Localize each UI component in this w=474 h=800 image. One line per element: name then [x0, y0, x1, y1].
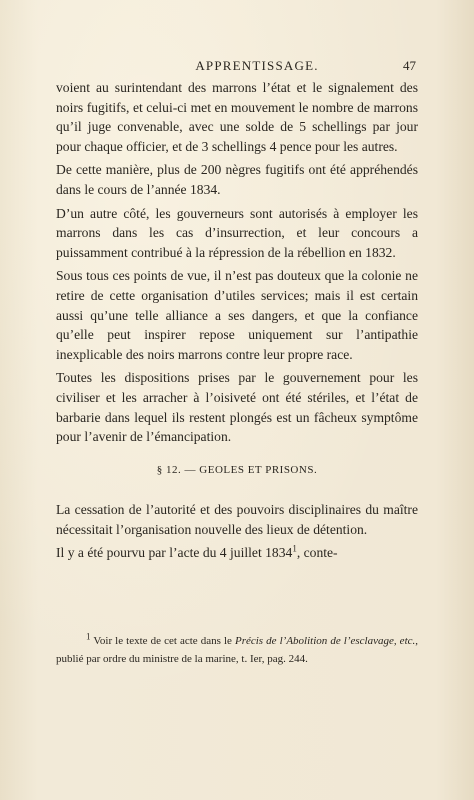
paragraph-1: voient au surintendant des marrons l’état et le signalement des noirs fugitifs, et celui-ci met en mouvement le nombre de marrons qu’il juge convenable, avec une solde de 5 schellings par jour pour chaque officier, et de 3 schellings 4 pence pour les autres. [56, 80, 418, 154]
footnote [56, 632, 418, 668]
footnote-marker: 1 [86, 631, 91, 642]
footnote-text-end: , publié par ordre du ministre de la marine, t. Ier, pag. 244. [56, 635, 419, 665]
section-heading: § 12. — GEOLES ET PRISONS. [156, 463, 318, 476]
last-paragraph-tail: , conte- [296, 545, 338, 561]
last-paragraph [56, 543, 418, 563]
paragraph-2: De cette manière, plus de 200 nègres fugitifs ont été appréhendés dans le cours de l’année 1834. [56, 162, 418, 197]
last-paragraph-text: Il y a été pourvu par l’acte du 4 juillet 1834 [56, 545, 293, 561]
page-number: 47 [403, 58, 416, 73]
paragraph-3: D’un autre côté, les gouverneurs sont autorisés à employer les marrons dans les cas d’insurrection, et leur concours a puissamment contribué à la répression de la rébellion en 1832. [56, 205, 418, 260]
section-paragraph-1: La cessation de l’autorité et des pouvoirs disciplinaires du maître nécessitait l’organisation nouvelle des lieux de détention. [56, 502, 418, 537]
paragraph-4: Sous tous ces points de vue, il n’est pas douteux que la colonie ne retire de cette organisation d’utiles services; mais il est certain aussi qu’une telle alliance a ses dangers, et que la confiance qu’elle peut inspirer repose uniquement sur l’antipathie inexplicable des noirs marrons contre leur propre race. [56, 268, 418, 362]
footnote-title: Précis de l’Abolition de l’esclavage, etc. [234, 635, 416, 647]
body-text [56, 78, 418, 567]
page-header [56, 58, 418, 74]
running-title: APPRENTISSAGE. [195, 58, 319, 73]
footnote-reference: 1 [292, 543, 297, 554]
paragraph-5: Toutes les dispositions prises par le gouvernement pour les civiliser et les arracher à l’oisiveté ont été stériles, et l’état de barbarie dans lequel ils restent plongés est un fâcheux symptôme pour l’avenir de l’émancipation. [56, 370, 418, 445]
footnote-text-start: Voir le texte de cet acte dans le [90, 635, 235, 647]
